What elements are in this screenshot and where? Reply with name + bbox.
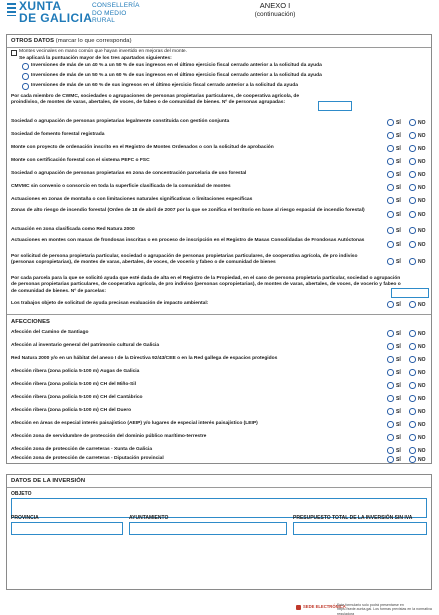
otros-datos-section xyxy=(6,34,432,464)
otros-datos-title xyxy=(11,38,132,44)
no-label: NO xyxy=(418,146,426,152)
inversion-radio[interactable] xyxy=(22,73,29,80)
parcela-text: Por cada parcela para la que se solicitó ayuda que esté dada de alta en el Registro de la Propiedad, en el caso de persona propietaria particular, sociedad o agrupación de personas propietarias particulares, de cooperativa agrícola, de pro indiviso (personas copropietarias), de montes de varas, abertales, de voces, de vocerío y fabeo o de comunidad de bienes. Nº de parcelas: xyxy=(11,276,401,294)
personas-agrupadas-input[interactable] xyxy=(318,101,352,111)
afeccion-label: Afección zona de protección de carreteras - Xunta de Galicia xyxy=(11,447,153,452)
si-label: SÍ xyxy=(396,198,401,204)
no-label: NO xyxy=(418,344,426,350)
ayuntamiento-label: AYUNTAMIENTO xyxy=(129,515,169,521)
afeccion-label: Afección zona de protección de carreteras - Diputación provincial xyxy=(11,456,164,461)
si-label: SÍ xyxy=(396,457,401,463)
question-label: Actuaciones en zonas de montaña o con limitaciones naturales significativas o limitaciones específicas xyxy=(11,197,253,202)
si-radio[interactable] xyxy=(387,119,394,126)
si-label: SÍ xyxy=(396,357,401,363)
si-label: SÍ xyxy=(396,344,401,350)
si-label: SÍ xyxy=(396,242,401,248)
afeccion-label: Afección zona de servidumbre de protección del dominio público marítimo-terrestre xyxy=(11,434,207,439)
no-label: NO xyxy=(418,198,426,204)
no-radio[interactable] xyxy=(409,258,416,265)
afeccion-label: Afección ribera (zona policía 5-100 m) CH del Cantábrico xyxy=(11,395,143,400)
si-label: SÍ xyxy=(396,370,401,376)
si-radio[interactable] xyxy=(387,171,394,178)
no-radio[interactable] xyxy=(409,184,416,191)
no-label: NO xyxy=(418,448,426,454)
objeto-label: OBJETO xyxy=(11,491,32,497)
si-radio[interactable] xyxy=(387,382,394,389)
no-label: NO xyxy=(418,457,426,463)
si-radio[interactable] xyxy=(387,145,394,152)
annex-title: ANEXO I xyxy=(259,1,291,10)
conselleria-name xyxy=(92,2,140,25)
si-radio[interactable] xyxy=(387,158,394,165)
si-label: SÍ xyxy=(396,133,401,139)
si-label: SÍ xyxy=(396,259,401,265)
inversion-radio[interactable] xyxy=(22,63,29,70)
afeccion-label: Afección del Camino de Santiago xyxy=(11,330,89,335)
si-radio[interactable] xyxy=(387,241,394,248)
brand-name xyxy=(19,0,92,24)
si-label: SÍ xyxy=(396,435,401,441)
no-radio[interactable] xyxy=(409,301,416,308)
no-label: NO xyxy=(418,435,426,441)
si-radio[interactable] xyxy=(387,197,394,204)
no-label: NO xyxy=(418,228,426,234)
montes-label: Montes vecinales en mano común que hayan invertido en mejoras del monte. xyxy=(19,49,188,54)
question-label: Sociedad o agrupación de personas propietarias en zona de concentración parcelaria de uso forestal xyxy=(11,171,247,176)
no-label: NO xyxy=(418,212,426,218)
no-radio[interactable] xyxy=(409,356,416,363)
no-radio[interactable] xyxy=(409,241,416,248)
footer-note: Este formulario solo podrá presentarse en https://sede.xunta.gal. Los formas previstas en la normativa reguladora xyxy=(337,603,432,615)
si-label: SÍ xyxy=(396,185,401,191)
impacto-text: Los trabajos objeto de solicitud de ayuda precisan evaluación de impacto ambiental: xyxy=(11,301,209,306)
afeccion-label: Afección al inventario general del patrimonio cultural de Galicia xyxy=(11,343,160,348)
no-radio[interactable] xyxy=(409,171,416,178)
afeccion-label: Afección ribera (zona policía 5-100 m) CH del Miño-Sil xyxy=(11,382,137,387)
annex-heading xyxy=(240,2,310,19)
no-radio[interactable] xyxy=(409,330,416,337)
si-label: SÍ xyxy=(396,396,401,402)
si-radio[interactable] xyxy=(387,408,394,415)
question-label: Sociedad de fomento forestal registrada xyxy=(11,132,105,137)
no-radio[interactable] xyxy=(409,382,416,389)
si-radio[interactable] xyxy=(387,447,394,454)
si-label: SÍ xyxy=(396,120,401,126)
inversion-option-label: Inversiones de más de un 60 % de sus ingresos en el último ejercicio fiscal cerrado anterior a la solicitud da ayuda xyxy=(31,83,298,88)
afeccion-label: Afección ribera (zona policía 5-100 m) Augas de Galicia xyxy=(11,369,140,374)
si-label: SÍ xyxy=(396,212,401,218)
si-radio[interactable] xyxy=(387,456,394,463)
afeccion-label: Red Natura 2000 y/o en un hábitat del anexo I de la Directiva 92/43/CEE o en la Red gallega de espacios protegidos xyxy=(11,356,278,361)
si-radio[interactable] xyxy=(387,369,394,376)
annex-subtitle: (continuación) xyxy=(254,10,296,18)
si-radio[interactable] xyxy=(387,258,394,265)
afecciones-title: AFECCIONES xyxy=(11,319,51,325)
si-radio[interactable] xyxy=(387,395,394,402)
brand-line1: XUNTA xyxy=(19,0,62,13)
si-radio[interactable] xyxy=(387,343,394,350)
no-radio[interactable] xyxy=(409,211,416,218)
no-label: NO xyxy=(418,302,426,308)
no-radio[interactable] xyxy=(409,145,416,152)
no-label: NO xyxy=(418,357,426,363)
si-radio[interactable] xyxy=(387,184,394,191)
no-radio[interactable] xyxy=(409,158,416,165)
si-label: SÍ xyxy=(396,422,401,428)
si-label: SÍ xyxy=(396,302,401,308)
question-label: Monte con proyecto de ordenación inscrito en el Registro de Montes Ordenados o con la solicitud de aprobación xyxy=(11,145,274,150)
no-radio[interactable] xyxy=(409,408,416,415)
no-label: NO xyxy=(418,185,426,191)
si-radio[interactable] xyxy=(387,330,394,337)
sede-electronica-brand: SEDE ELECTRÓNICA xyxy=(303,604,346,609)
afeccion-label: Afección en áreas de especial interés paisajístico (AEIP) y/o lugares de especial interés paisajístico (LEIP) xyxy=(11,421,258,426)
provincia-label: PROVINCIA xyxy=(11,515,39,521)
no-radio[interactable] xyxy=(409,197,416,204)
no-radio[interactable] xyxy=(409,119,416,126)
inversion-radio[interactable] xyxy=(22,83,29,90)
si-label: SÍ xyxy=(396,331,401,337)
section-divider xyxy=(7,314,431,315)
si-label: SÍ xyxy=(396,448,401,454)
si-label: SÍ xyxy=(396,172,401,178)
no-radio[interactable] xyxy=(409,434,416,441)
presupuesto-label: PRESUPUESTO TOTAL DE LA INVERSIÓN SIN IVA xyxy=(293,515,413,521)
montes-note: Se aplicará la puntuación mayor de los tres apartados siguientes: xyxy=(19,55,172,61)
si-radio[interactable] xyxy=(387,132,394,139)
inversion-option-label: Inversiones de más de un 40 % a un 50 % de sus ingresos en el último ejercicio fiscal cerrado anterior a la solicitud da ayuda xyxy=(31,63,322,68)
si-radio[interactable] xyxy=(387,421,394,428)
si-radio[interactable] xyxy=(387,227,394,234)
ayuntamiento-field[interactable] xyxy=(129,522,287,535)
question-label: Zonas de alto riesgo de incendio forestal (Orden de 18 de abril de 2007 por la que se zonifica el territorio en base al riesgo espacial de incendio forestal) xyxy=(11,208,365,213)
datos-inversion-section xyxy=(6,474,432,590)
no-radio[interactable] xyxy=(409,343,416,350)
no-label: NO xyxy=(418,172,426,178)
montes-checkbox[interactable] xyxy=(11,50,17,56)
si-label: SÍ xyxy=(396,383,401,389)
question-label: CMVMC sin convenio o consorcio en toda la superficie clasificada de la comunidad de montes xyxy=(11,184,231,189)
no-radio[interactable] xyxy=(409,421,416,428)
no-radio[interactable] xyxy=(409,395,416,402)
question-label: Actuaciones en montes con masas de frondosas inscritas o en proceso de inscripción en el Registro de Masas Consolidadas de Frondosas Autóctonas xyxy=(11,238,365,243)
question-label: Monte con certificación forestal con el sistema PEFC o FSC xyxy=(11,158,150,163)
si-label: SÍ xyxy=(396,146,401,152)
conselleria-line: RURAL xyxy=(92,17,116,24)
no-radio[interactable] xyxy=(409,227,416,234)
inversion-title: DATOS DE LA INVERSIÓN xyxy=(11,478,86,484)
inversion-option-label: Inversiones de más de un 50 % a un 60 % de sus ingresos en el último ejercicio fiscal cerrado anterior a la solicitud da ayuda xyxy=(31,73,322,78)
si-radio[interactable] xyxy=(387,211,394,218)
section-divider xyxy=(7,47,431,48)
no-radio[interactable] xyxy=(409,447,416,454)
no-label: NO xyxy=(418,242,426,248)
otros-title-note: (marcar lo que corresponda) xyxy=(55,38,132,44)
no-radio[interactable] xyxy=(409,369,416,376)
no-label: NO xyxy=(418,259,426,265)
no-radio[interactable] xyxy=(409,132,416,139)
no-label: NO xyxy=(418,409,426,415)
parcelas-input[interactable] xyxy=(391,288,429,298)
no-label: NO xyxy=(418,422,426,428)
si-label: SÍ xyxy=(396,159,401,165)
conselleria-line: CONSELLERÍA xyxy=(92,2,140,9)
question-label: Actuación en zona clasificada como Red Natura 2000 xyxy=(11,227,135,232)
no-label: NO xyxy=(418,383,426,389)
no-label: NO xyxy=(418,120,426,126)
section-divider xyxy=(7,487,431,488)
presupuesto-field[interactable] xyxy=(293,522,427,535)
si-radio[interactable] xyxy=(387,356,394,363)
si-label: SÍ xyxy=(396,228,401,234)
xunta-logo-icon xyxy=(7,3,16,16)
no-label: NO xyxy=(418,159,426,165)
no-label: NO xyxy=(418,370,426,376)
no-label: NO xyxy=(418,396,426,402)
otros-title-text: OTROS DATOS xyxy=(11,38,55,44)
conselleria-line: DO MEDIO xyxy=(92,9,127,17)
no-label: NO xyxy=(418,133,426,139)
brand-line2: DE GALICIA xyxy=(19,11,93,25)
no-radio[interactable] xyxy=(409,456,416,463)
question-label: Por solicitud de persona propietaria particular, sociedad o agrupación de personas propietarias particulares, de cooperativa agrícola, de pro indiviso (personas copropietarias), de montes de varas, abertales, de voces, de vocerío y fabeo o de comunidad de bienes xyxy=(11,254,358,266)
no-label: NO xyxy=(418,331,426,337)
cwmc-text: Por cada miembro de CWMC, sociedades o agrupaciones de personas propietarias particulares, de cooperativa agrícola, de proindiviso, de montes de varas, abertales, de voces, de fabeo o de comunidad de bienes. Nº de personas agrupadas: xyxy=(11,94,300,106)
si-radio[interactable] xyxy=(387,301,394,308)
si-radio[interactable] xyxy=(387,434,394,441)
question-label: Sociedad o agrupación de personas propietarias legalmente constituida con gestión conjunta xyxy=(11,119,230,124)
provincia-field[interactable] xyxy=(11,522,123,535)
sede-electronica-icon xyxy=(296,605,301,610)
si-label: SÍ xyxy=(396,409,401,415)
afeccion-label: Afección ribera (zona policía 5-100 m) CH del Duero xyxy=(11,408,132,413)
